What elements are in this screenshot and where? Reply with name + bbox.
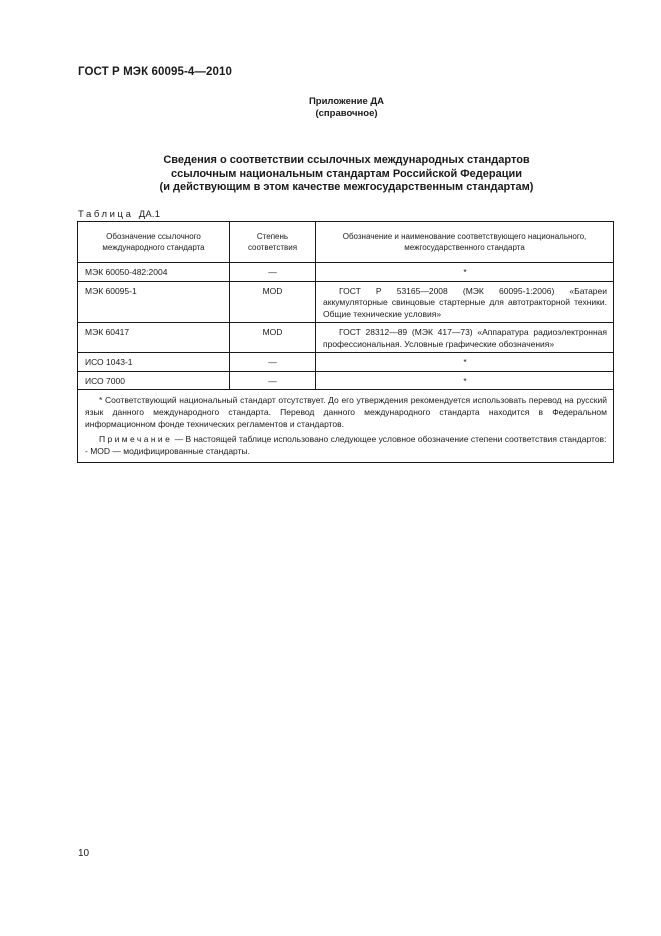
table-header-row <box>78 222 614 263</box>
header-line: Обозначение и наименование соответствующего национального, <box>342 232 587 241</box>
table-caption <box>78 209 160 220</box>
standard-designation: ГОСТ Р МЭК 60095-4—2010 <box>78 66 232 78</box>
note-item: - MOD — модифицированные стандарты. <box>85 446 250 457</box>
header-line: Степень <box>256 232 289 241</box>
cell-intl: МЭК 60050-482:2004 <box>78 263 230 282</box>
header-degree <box>230 222 316 263</box>
cell-intl: ИСО 1043-1 <box>78 353 230 372</box>
cell-national <box>316 323 614 353</box>
table-footer-row <box>78 390 614 463</box>
header-line: международного стандарта <box>102 243 205 252</box>
header-line: соответствия <box>247 243 298 252</box>
cell-national-text: ГОСТ Р 53165—2008 (МЭК 60095-1:2006) «Батареи аккумуляторные свинцовые стартерные для автотракторной техники. Общие технические условия» <box>323 285 607 319</box>
table-footnote-cell <box>78 390 614 463</box>
table-caption-number: ДА.1 <box>138 209 161 220</box>
cell-national: * <box>316 263 614 282</box>
section-title-line: Сведения о соответствии ссылочных международных стандартов <box>163 154 530 166</box>
cell-national-text: ГОСТ 28312—89 (МЭК 417—73) «Аппаратура радиоэлектронная профессиональная. Условные графические обозначения» <box>323 327 607 349</box>
cell-intl: МЭК 60417 <box>78 323 230 353</box>
table-row <box>78 263 614 282</box>
note-label: Примечание <box>99 434 173 445</box>
header-line: Обозначение ссылочного <box>106 232 201 241</box>
header-line: межгосударственного стандарта <box>404 243 525 252</box>
cell-degree: MOD <box>230 323 316 353</box>
appendix-heading <box>0 96 661 120</box>
section-title <box>0 154 661 195</box>
cell-national: * <box>316 353 614 372</box>
cell-degree: — <box>230 353 316 372</box>
cell-degree: — <box>230 263 316 282</box>
appendix-title: Приложение ДА <box>308 96 385 107</box>
cell-degree: MOD <box>230 281 316 323</box>
table-row <box>78 281 614 323</box>
section-title-line: (и действующим в этом качестве межгосударственным стандартам) <box>159 181 534 193</box>
header-national-standard <box>316 222 614 263</box>
note-paragraph <box>85 434 607 446</box>
cell-intl: ИСО 7000 <box>78 371 230 390</box>
header-intl-standard <box>78 222 230 263</box>
cell-degree: — <box>230 371 316 390</box>
appendix-kind: (справочное) <box>315 108 378 119</box>
cell-intl: МЭК 60095-1 <box>78 281 230 323</box>
correspondence-table <box>77 221 614 463</box>
cell-national <box>316 281 614 323</box>
table-row <box>78 323 614 353</box>
footnote-text: * Соответствующий национальный стандарт отсутствует. До его утверждения рекомендуется использовать перевод на русский язык данного международного стандарта. Перевод данного международного стандарта находится в Федеральном информационном фонде технических регламентов и стандартов. <box>85 395 607 429</box>
section-title-line: ссылочным национальным стандартам Российской Федерации <box>170 167 523 180</box>
cell-national: * <box>316 371 614 390</box>
note-text: — В настоящей таблице использовано следующее условное обозначение степени соответствия стандартов: <box>174 434 607 445</box>
table-row <box>78 371 614 390</box>
page-number: 10 <box>78 848 90 859</box>
table-caption-word: Таблица <box>78 209 134 220</box>
table-row <box>78 353 614 372</box>
